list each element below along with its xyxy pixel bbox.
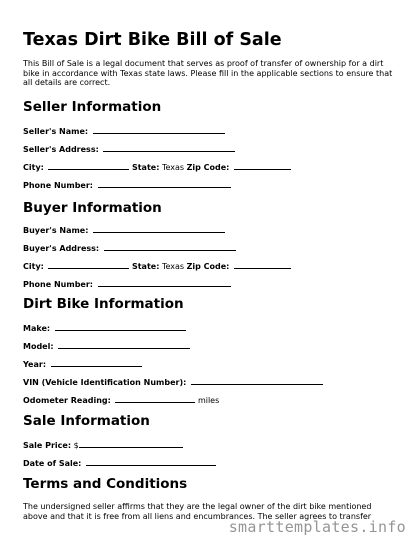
sale-price-field [23, 439, 183, 451]
bike-make-line[interactable] [55, 322, 186, 331]
seller-city-line[interactable] [48, 161, 129, 170]
bike-section-heading: Dirt Bike Information [23, 296, 184, 312]
bike-model-label: Model: [23, 342, 54, 351]
buyer-address-field [23, 242, 236, 254]
buyer-zip-line[interactable] [234, 260, 291, 269]
bike-odometer-label: Odometer Reading: [23, 396, 111, 405]
document-title: Texas Dirt Bike Bill of Sale [23, 30, 282, 50]
sale-price-line[interactable] [79, 439, 183, 448]
seller-zip-label: Zip Code: [186, 163, 230, 172]
seller-phone-label: Phone Number: [23, 181, 93, 190]
bike-model-line[interactable] [58, 340, 190, 349]
watermark: smarttemplates.info [228, 518, 406, 536]
bike-make-label: Make: [23, 324, 51, 333]
bike-make-field [23, 322, 186, 334]
seller-section-heading: Seller Information [23, 99, 162, 115]
bike-year-line[interactable] [51, 358, 142, 367]
seller-phone-field [23, 179, 231, 191]
buyer-state-label: State: [131, 262, 160, 271]
buyer-phone-label: Phone Number: [23, 280, 93, 289]
sale-date-line[interactable] [86, 457, 216, 466]
buyer-phone-field [23, 278, 231, 290]
bike-model-field [23, 340, 190, 352]
bill-of-sale-document [23, 30, 398, 521]
buyer-name-line[interactable] [93, 224, 225, 233]
buyer-phone-line[interactable] [98, 278, 231, 287]
seller-name-line[interactable] [93, 125, 225, 134]
buyer-section-heading: Buyer Information [23, 200, 162, 216]
bike-year-field [23, 358, 142, 370]
terms-paragraph: The undersigned seller affirms that they are the legal owner of the dirt bike mentioned above and that it is free from all liens and encumbrances. The seller agrees to transfer [23, 502, 372, 521]
buyer-city-line[interactable] [48, 260, 129, 269]
seller-state-value: Texas [161, 163, 185, 172]
bike-vin-line[interactable] [191, 376, 323, 385]
seller-city-label: City: [23, 163, 44, 172]
seller-address-label: Seller's Address: [23, 145, 99, 154]
bike-year-label: Year: [23, 360, 47, 369]
buyer-zip-label: Zip Code: [186, 262, 230, 271]
sale-price-label: Sale Price: [23, 441, 72, 450]
buyer-address-label: Buyer's Address: [23, 244, 100, 253]
seller-city-field [23, 161, 291, 173]
buyer-name-field [23, 224, 225, 236]
bike-odometer-unit: miles [197, 396, 220, 405]
seller-address-line[interactable] [103, 143, 235, 152]
bike-vin-field [23, 376, 323, 388]
seller-name-label: Seller's Name: [23, 127, 89, 136]
buyer-name-label: Buyer's Name: [23, 226, 89, 235]
bike-vin-label: VIN (Vehicle Identification Number): [23, 378, 187, 387]
buyer-city-field [23, 260, 291, 272]
buyer-city-label: City: [23, 262, 44, 271]
sale-section-heading: Sale Information [23, 413, 150, 429]
terms-section-heading: Terms and Conditions [23, 476, 188, 492]
sale-price-prefix: $ [73, 441, 79, 450]
intro-paragraph: This Bill of Sale is a legal document that serves as proof of transfer of ownership for a dirt bike in accordance with Texas state laws. Please fill in the applicable sections to ensure that all details are correct. [23, 59, 393, 87]
seller-zip-line[interactable] [234, 161, 291, 170]
sale-date-label: Date of Sale: [23, 459, 82, 468]
buyer-state-value: Texas [161, 262, 185, 271]
bike-odometer-line[interactable] [115, 394, 195, 403]
buyer-address-line[interactable] [104, 242, 236, 251]
seller-state-label: State: [131, 163, 160, 172]
seller-address-field [23, 143, 235, 155]
seller-phone-line[interactable] [98, 179, 231, 188]
bike-odometer-field [23, 394, 219, 406]
seller-name-field [23, 125, 225, 137]
sale-date-field [23, 457, 216, 469]
